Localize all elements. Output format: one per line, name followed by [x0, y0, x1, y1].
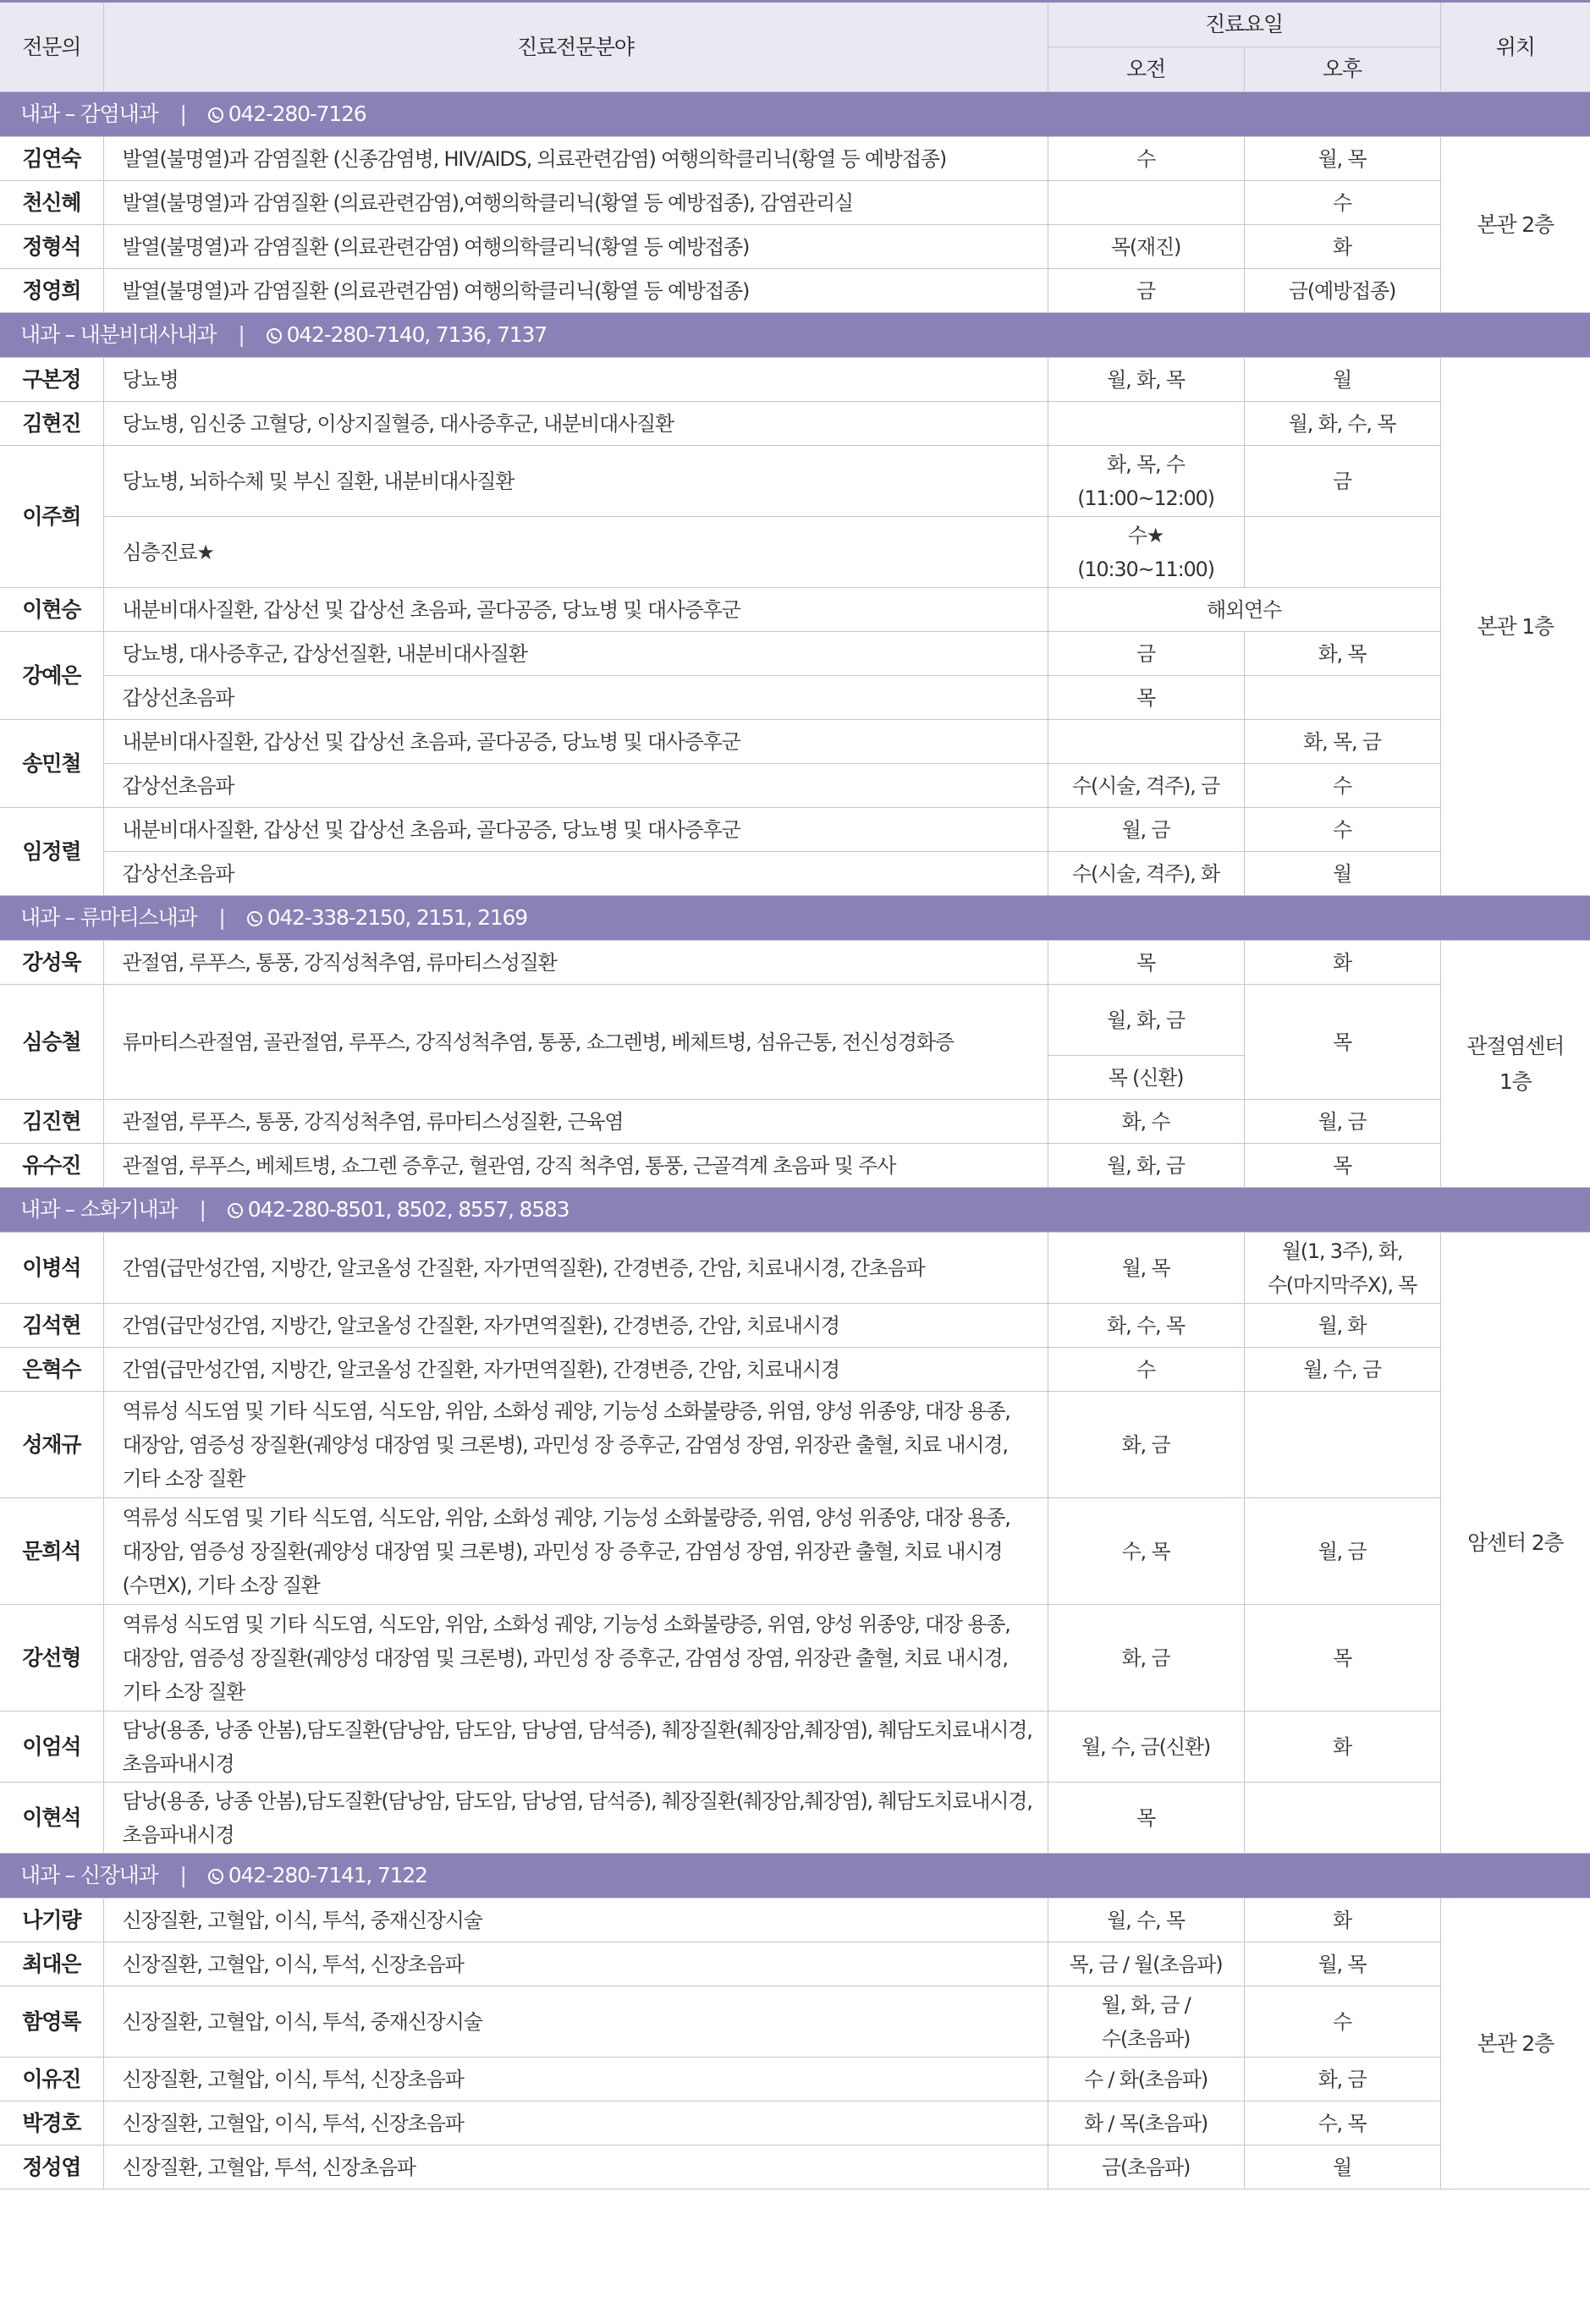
specialty-field: 관절염, 루푸스, 통풍, 강직성척추염, 류마티스성질환, 근육염 [103, 1100, 1048, 1144]
specialty-field: 발열(불명열)과 감염질환 (신종감염병, HIV/AIDS, 의료관련감염) 여행의학클리닉(황열 등 예방접종) [103, 137, 1048, 181]
table-row [0, 2145, 1590, 2189]
pm-schedule: 월, 화, 수, 목 [1244, 402, 1440, 446]
am-schedule [1048, 720, 1244, 764]
specialty-line: 기타 소장 질환 [122, 1679, 245, 1704]
am-schedule: 목 (신환) [1048, 1056, 1244, 1100]
am-schedule: 금 [1048, 632, 1244, 676]
pm-line: 월(1, 3주), 화, [1281, 1239, 1403, 1263]
doctor-name: 이병석 [0, 1233, 103, 1304]
pm-schedule [1244, 676, 1440, 720]
specialty-field: 신장질환, 고혈압, 이식, 투석, 중재신장시술 [103, 1986, 1048, 2058]
doctor-name: 문희석 [0, 1498, 103, 1605]
table-row [0, 1711, 1590, 1783]
specialty-field: 간염(급만성간염, 지방간, 알코올성 간질환, 자가면역질환), 간경변증, 간암, 치료내시경 [103, 1304, 1048, 1348]
pm-schedule: 월 [1244, 358, 1440, 402]
pm-schedule: 금(예방접종) [1244, 269, 1440, 313]
doctor-name: 나기량 [0, 1898, 103, 1942]
specialty-field: 당뇨병, 임신중 고혈당, 이상지질혈증, 대사증후군, 내분비대사질환 [103, 402, 1048, 446]
am-schedule [1048, 1986, 1244, 2058]
am-schedule: 월, 화, 금 [1048, 985, 1244, 1056]
doctor-name: 이현석 [0, 1783, 103, 1854]
specialty-field: 내분비대사질환, 갑상선 및 갑상선 초음파, 골다공증, 당뇨병 및 대사증후군 [103, 720, 1048, 764]
pm-schedule: 수, 목 [1244, 2101, 1440, 2145]
section-phone: 042-280-8501, 8502, 8557, 8583 [247, 1197, 569, 1222]
pm-schedule: 화, 목, 금 [1244, 720, 1440, 764]
header-row [0, 2, 1590, 47]
specialty-field [103, 1783, 1048, 1854]
specialty-field: 당뇨병 [103, 358, 1048, 402]
specialty-field: 발열(불명열)과 감염질환 (의료관련감염),여행의학클리닉(황열 등 예방접종), 감염관리실 [103, 181, 1048, 225]
pm-schedule: 수 [1244, 1986, 1440, 2058]
table-row [0, 1100, 1590, 1144]
am-schedule: 월, 금 [1048, 808, 1244, 852]
am-schedule: 화, 금 [1048, 1605, 1244, 1711]
pm-schedule: 화, 금 [1244, 2058, 1440, 2101]
doctor-name: 송민철 [0, 720, 103, 808]
table-row [0, 517, 1590, 588]
specialty-field: 관절염, 루푸스, 베체트병, 쇼그렌 증후군, 혈관염, 강직 척추염, 통풍, 근골격계 초음파 및 주사 [103, 1144, 1048, 1188]
pm-schedule: 화 [1244, 1711, 1440, 1783]
am-schedule: 월, 화, 금 [1048, 1144, 1244, 1188]
table-row [0, 588, 1590, 632]
table-row [0, 764, 1590, 808]
am-schedule: 화, 수 [1048, 1100, 1244, 1144]
am-schedule: 수(시술, 격주), 금 [1048, 764, 1244, 808]
phone-icon [228, 1203, 243, 1218]
table-row [0, 358, 1590, 402]
am-schedule: 수 / 화(초음파) [1048, 2058, 1244, 2101]
doctor-name: 유수진 [0, 1144, 103, 1188]
specialty-line: 담낭(용종, 낭종 안봄),담도질환(담낭암, 담도암, 담낭염, 담석증), 췌장질환(췌장암,췌장염), 췌담도치료내시경, [122, 1717, 1032, 1742]
doctor-name: 정영희 [0, 269, 103, 313]
doctor-name: 정성엽 [0, 2145, 103, 2189]
table-row [0, 985, 1590, 1056]
specialty-line: 초음파내시경 [122, 1822, 234, 1847]
header-specialist: 전문의 [0, 2, 103, 92]
doctor-name: 김진현 [0, 1100, 103, 1144]
am-schedule: 목 [1048, 941, 1244, 985]
am-schedule: 화, 금 [1048, 1392, 1244, 1498]
table-row [0, 1348, 1590, 1392]
header-location: 위치 [1440, 2, 1590, 92]
table-row [0, 1233, 1590, 1304]
table-row [0, 1392, 1590, 1498]
specialty-line: 대장암, 염증성 장질환(궤양성 대장염 및 크론병), 과민성 장 증후군, 감염성 장염, 위장관 출혈, 치료 내시경, [122, 1432, 1008, 1457]
pm-schedule: 금 [1244, 446, 1440, 517]
am-schedule: 월, 목 [1048, 1233, 1244, 1304]
am-schedule: 금(초음파) [1048, 2145, 1244, 2189]
specialty-field: 신장질환, 고혈압, 이식, 투석, 중재신장시술 [103, 1898, 1048, 1942]
location: 본관 2층 [1440, 137, 1590, 313]
section-phone: 042-280-7141, 7122 [228, 1863, 427, 1887]
table-row [0, 1605, 1590, 1711]
table-row [0, 137, 1590, 181]
section-title-cell [0, 92, 1590, 137]
specialty-field: 당뇨병, 대사증후군, 갑상선질환, 내분비대사질환 [103, 632, 1048, 676]
doctor-name: 강선형 [0, 1605, 103, 1711]
doctor-name: 강예은 [0, 632, 103, 720]
table-row [0, 1144, 1590, 1188]
section-title-cell [0, 1188, 1590, 1233]
pm-schedule: 목 [1244, 1605, 1440, 1711]
table-row [0, 1304, 1590, 1348]
section-name: 내과 – 류마티스내과 [20, 905, 197, 930]
am-schedule: 목, 금 / 월(초음파) [1048, 1942, 1244, 1986]
header-pm: 오후 [1244, 47, 1440, 92]
section-title-cell [0, 1854, 1590, 1898]
table-row [0, 225, 1590, 269]
location-line: 관절염센터 [1466, 1033, 1565, 1058]
am-schedule: 화, 수, 목 [1048, 1304, 1244, 1348]
location: 암센터 2층 [1440, 1233, 1590, 1854]
am-schedule: 수, 목 [1048, 1498, 1244, 1605]
section-name: 내과 – 내분비대사내과 [20, 322, 217, 347]
pm-schedule [1244, 1392, 1440, 1498]
specialty-field: 신장질환, 고혈압, 이식, 투석, 신장초음파 [103, 2058, 1048, 2101]
doctor-name: 은혁수 [0, 1348, 103, 1392]
am-schedule [1048, 181, 1244, 225]
pm-schedule: 월, 수, 금 [1244, 1348, 1440, 1392]
specialty-field: 관절염, 루푸스, 통풍, 강직성척추염, 류마티스성질환 [103, 941, 1048, 985]
table-row [0, 446, 1590, 517]
section-divider: | [179, 1863, 186, 1887]
am-line: 수★ [1127, 523, 1164, 547]
am-schedule [1048, 517, 1244, 588]
schedule-body [0, 92, 1590, 2189]
pm-schedule: 월 [1244, 852, 1440, 896]
table-row [0, 632, 1590, 676]
doctor-name: 구본정 [0, 358, 103, 402]
am-line: 화, 목, 수 [1107, 452, 1185, 476]
doctor-name: 박경호 [0, 2101, 103, 2145]
doctor-name: 함영록 [0, 1986, 103, 2058]
am-schedule: 목(재진) [1048, 225, 1244, 269]
pm-schedule: 수 [1244, 764, 1440, 808]
doctor-name: 천신혜 [0, 181, 103, 225]
pm-line: 수(마지막주X), 목 [1267, 1272, 1417, 1297]
phone-icon [208, 107, 223, 123]
schedule-merged: 해외연수 [1048, 588, 1440, 632]
table-row [0, 1783, 1590, 1854]
specialty-field: 당뇨병, 뇌하수체 및 부신 질환, 내분비대사질환 [103, 446, 1048, 517]
specialty-field [103, 1392, 1048, 1498]
section-phone: 042-280-7140, 7136, 7137 [286, 322, 547, 347]
table-row [0, 852, 1590, 896]
specialty-field [103, 1711, 1048, 1783]
phone-icon [267, 328, 282, 343]
table-row [0, 676, 1590, 720]
specialty-line: 대장암, 염증성 장질환(궤양성 대장염 및 크론병), 과민성 장 증후군, 감염성 장염, 위장관 출혈, 치료 내시경 [122, 1539, 1003, 1563]
pm-schedule: 월 [1244, 2145, 1440, 2189]
am-schedule: 월, 수, 금(신환) [1048, 1711, 1244, 1783]
table-row [0, 181, 1590, 225]
specialty-field: 신장질환, 고혈압, 이식, 투석, 신장초음파 [103, 1942, 1048, 1986]
am-line: (11:00~12:00) [1077, 486, 1214, 510]
am-schedule: 금 [1048, 269, 1244, 313]
doctor-name: 최대은 [0, 1942, 103, 1986]
location: 본관 1층 [1440, 358, 1590, 896]
doctor-name: 이주희 [0, 446, 103, 588]
am-line: 수(초음파) [1101, 2026, 1191, 2051]
location [1440, 941, 1590, 1188]
section-header [0, 896, 1590, 941]
pm-schedule [1244, 517, 1440, 588]
table-row [0, 720, 1590, 764]
doctor-name: 강성욱 [0, 941, 103, 985]
specialty-field: 갑상선초음파 [103, 764, 1048, 808]
section-divider: | [179, 102, 186, 126]
section-title-cell [0, 313, 1590, 358]
table-row [0, 269, 1590, 313]
specialty-field: 류마티스관절염, 골관절염, 루푸스, 강직성척추염, 통풍, 쇼그렌병, 베체트병, 섬유근통, 전신성경화증 [103, 985, 1048, 1100]
specialty-line: 초음파내시경 [122, 1751, 234, 1776]
phone-icon [208, 1869, 223, 1884]
pm-schedule: 월, 목 [1244, 1942, 1440, 1986]
specialty-field: 신장질환, 고혈압, 투석, 신장초음파 [103, 2145, 1048, 2189]
am-schedule: 수 [1048, 137, 1244, 181]
am-line: 월, 화, 금 / [1101, 1992, 1191, 2017]
header-days: 진료요일 [1048, 2, 1440, 47]
section-header [0, 92, 1590, 137]
pm-schedule: 월, 화 [1244, 1304, 1440, 1348]
pm-schedule: 월, 금 [1244, 1498, 1440, 1605]
pm-schedule: 수 [1244, 181, 1440, 225]
section-name: 내과 – 소화기내과 [20, 1197, 178, 1222]
table-row [0, 1498, 1590, 1605]
table-row [0, 808, 1590, 852]
specialty-field: 간염(급만성간염, 지방간, 알코올성 간질환, 자가면역질환), 간경변증, 간암, 치료내시경, 간초음파 [103, 1233, 1048, 1304]
specialty-field [103, 1498, 1048, 1605]
table-row [0, 1898, 1590, 1942]
pm-schedule [1244, 1233, 1440, 1304]
specialty-field: 간염(급만성간염, 지방간, 알코올성 간질환, 자가면역질환), 간경변증, 간암, 치료내시경 [103, 1348, 1048, 1392]
am-schedule: 수 [1048, 1348, 1244, 1392]
pm-schedule: 월, 목 [1244, 137, 1440, 181]
header-am: 오전 [1048, 47, 1244, 92]
doctor-name: 임정렬 [0, 808, 103, 896]
section-divider: | [199, 1197, 206, 1222]
section-header [0, 1188, 1590, 1233]
table-row [0, 1942, 1590, 1986]
section-header [0, 1854, 1590, 1898]
am-schedule [1048, 402, 1244, 446]
section-name: 내과 – 감염내과 [20, 102, 158, 126]
section-title-cell [0, 896, 1590, 941]
specialty-line: 역류성 식도염 및 기타 식도염, 식도암, 위암, 소화성 궤양, 기능성 소화불량증, 위염, 양성 위종양, 대장 용종, [122, 1612, 1010, 1636]
doctor-name: 성재규 [0, 1392, 103, 1498]
pm-schedule: 화 [1244, 225, 1440, 269]
pm-schedule: 수 [1244, 808, 1440, 852]
specialty-field: 내분비대사질환, 갑상선 및 갑상선 초음파, 골다공증, 당뇨병 및 대사증후군 [103, 588, 1048, 632]
pm-schedule: 월, 금 [1244, 1100, 1440, 1144]
pm-schedule: 목 [1244, 985, 1440, 1100]
table-row [0, 941, 1590, 985]
doctor-name: 이유진 [0, 2058, 103, 2101]
specialty-field: 신장질환, 고혈압, 이식, 투석, 신장초음파 [103, 2101, 1048, 2145]
doctor-name: 이현승 [0, 588, 103, 632]
am-schedule: 월, 화, 목 [1048, 358, 1244, 402]
am-schedule: 월, 수, 목 [1048, 1898, 1244, 1942]
section-divider: | [238, 322, 245, 347]
phone-icon [247, 911, 262, 926]
section-phone: 042-280-7126 [228, 102, 366, 126]
section-name: 내과 – 신장내과 [20, 1863, 158, 1887]
am-schedule: 목 [1048, 1783, 1244, 1854]
specialty-field: 갑상선초음파 [103, 676, 1048, 720]
pm-schedule: 목 [1244, 1144, 1440, 1188]
doctor-name: 김석현 [0, 1304, 103, 1348]
section-header [0, 313, 1590, 358]
pm-schedule: 화, 목 [1244, 632, 1440, 676]
doctor-name: 김현진 [0, 402, 103, 446]
location: 본관 2층 [1440, 1898, 1590, 2189]
am-schedule: 목 [1048, 676, 1244, 720]
specialty-field: 갑상선초음파 [103, 852, 1048, 896]
location-line: 1층 [1499, 1069, 1532, 1094]
doctor-name: 정형석 [0, 225, 103, 269]
specialty-line: 기타 소장 질환 [122, 1466, 245, 1491]
table-row [0, 2058, 1590, 2101]
doctor-name: 김연숙 [0, 137, 103, 181]
am-schedule [1048, 446, 1244, 517]
specialty-line: 대장암, 염증성 장질환(궤양성 대장염 및 크론병), 과민성 장 증후군, 감염성 장염, 위장관 출혈, 치료 내시경, [122, 1645, 1008, 1670]
specialty-field: 내분비대사질환, 갑상선 및 갑상선 초음파, 골다공증, 당뇨병 및 대사증후군 [103, 808, 1048, 852]
header-field: 진료전문분야 [103, 2, 1048, 92]
am-schedule: 화 / 목(초음파) [1048, 2101, 1244, 2145]
specialty-line: (수면X), 기타 소장 질환 [122, 1573, 320, 1597]
section-phone: 042-338-2150, 2151, 2169 [267, 905, 527, 930]
specialty-line: 역류성 식도염 및 기타 식도염, 식도암, 위암, 소화성 궤양, 기능성 소화불량증, 위염, 양성 위종양, 대장 용종, [122, 1398, 1010, 1423]
specialty-field: 발열(불명열)과 감염질환 (의료관련감염) 여행의학클리닉(황열 등 예방접종) [103, 225, 1048, 269]
table-row [0, 1986, 1590, 2058]
section-divider: | [218, 905, 225, 930]
specialty-line: 담낭(용종, 낭종 안봄),담도질환(담낭암, 담도암, 담낭염, 담석증), 췌장질환(췌장암,췌장염), 췌담도치료내시경, [122, 1788, 1032, 1813]
specialty-field [103, 1605, 1048, 1711]
doctor-name: 심승철 [0, 985, 103, 1100]
pm-schedule: 화 [1244, 941, 1440, 985]
table-row [0, 2101, 1590, 2145]
specialty-line: 역류성 식도염 및 기타 식도염, 식도암, 위암, 소화성 궤양, 기능성 소화불량증, 위염, 양성 위종양, 대장 용종, [122, 1505, 1010, 1530]
doctor-name: 이엄석 [0, 1711, 103, 1783]
table-row [0, 402, 1590, 446]
am-line: (10:30~11:00) [1077, 557, 1214, 581]
pm-schedule: 화 [1244, 1898, 1440, 1942]
am-schedule: 수(시술, 격주), 화 [1048, 852, 1244, 896]
pm-schedule [1244, 1783, 1440, 1854]
specialty-field: 발열(불명열)과 감염질환 (의료관련감염) 여행의학클리닉(황열 등 예방접종) [103, 269, 1048, 313]
specialty-field: 심층진료★ [103, 517, 1048, 588]
